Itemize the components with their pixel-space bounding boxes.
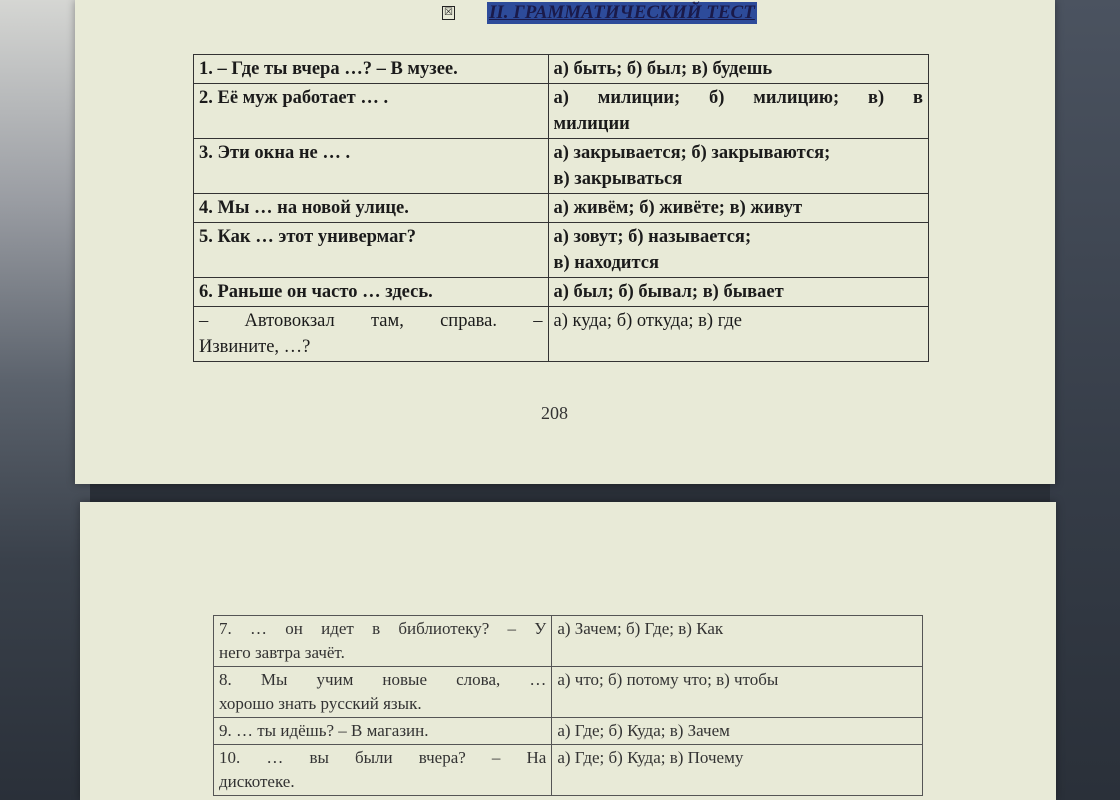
document-page-2 xyxy=(80,502,1056,800)
table-row xyxy=(214,718,923,745)
background-right xyxy=(1050,0,1120,800)
options-cell: а) куда; б) откуда; в) где xyxy=(548,307,929,362)
table-row xyxy=(214,616,923,667)
options-cell: а) закрывается; б) закрываются; в) закрываться xyxy=(548,139,929,194)
question-cell: 10. … вы были вчера? – На дискотеке. xyxy=(214,745,552,796)
options-cell: а) быть; б) был; в) будешь xyxy=(548,55,929,84)
table-row xyxy=(194,55,929,84)
question-cell: 1. – Где ты вчера …? – В музее. xyxy=(194,55,549,84)
table-row xyxy=(214,667,923,718)
options-cell: а) Зачем; б) Где; в) Как xyxy=(552,616,923,667)
question-cell: 9. … ты идёшь? – В магазин. xyxy=(214,718,552,745)
table-row xyxy=(194,278,929,307)
options-cell: а) зовут; б) называется; в) находится xyxy=(548,223,929,278)
table-row xyxy=(194,139,929,194)
question-cell: 6. Раньше он часто … здесь. xyxy=(194,278,549,307)
options-cell: а) был; б) бывал; в) бывает xyxy=(548,278,929,307)
question-cell: 7. … он идет в библиотеку? – У него завтра зачёт. xyxy=(214,616,552,667)
document-page-1 xyxy=(75,0,1055,484)
grammar-test-table-1 xyxy=(193,54,929,362)
question-cell: 3. Эти окна не … . xyxy=(194,139,549,194)
table-row xyxy=(194,194,929,223)
question-cell: 2. Её муж работает … . xyxy=(194,84,549,139)
section-title: II. ГРАММАТИЧЕСКИЙ ТЕСТ xyxy=(489,2,755,23)
question-cell: – Автовокзал там, справа. – Извините, …? xyxy=(194,307,549,362)
checkbox-icon: ☒ xyxy=(442,6,455,20)
options-cell: а) что; б) потому что; в) чтобы xyxy=(552,667,923,718)
options-cell: а) Где; б) Куда; в) Почему xyxy=(552,745,923,796)
question-cell: 8. Мы учим новые слова, … хорошо знать русский язык. xyxy=(214,667,552,718)
options-cell: а) милиции; б) милицию; в) в милиции xyxy=(548,84,929,139)
question-cell: 5. Как … этот универмаг? xyxy=(194,223,549,278)
section-heading xyxy=(442,2,757,24)
question-cell: 4. Мы … на новой улице. xyxy=(194,194,549,223)
page-number: 208 xyxy=(541,403,568,423)
grammar-test-table-2 xyxy=(213,615,923,796)
table-row xyxy=(194,223,929,278)
table-row xyxy=(194,84,929,139)
options-cell: а) живём; б) живёте; в) живут xyxy=(548,194,929,223)
table-row xyxy=(214,745,923,796)
options-cell: а) Где; б) Куда; в) Зачем xyxy=(552,718,923,745)
table-row xyxy=(194,307,929,362)
